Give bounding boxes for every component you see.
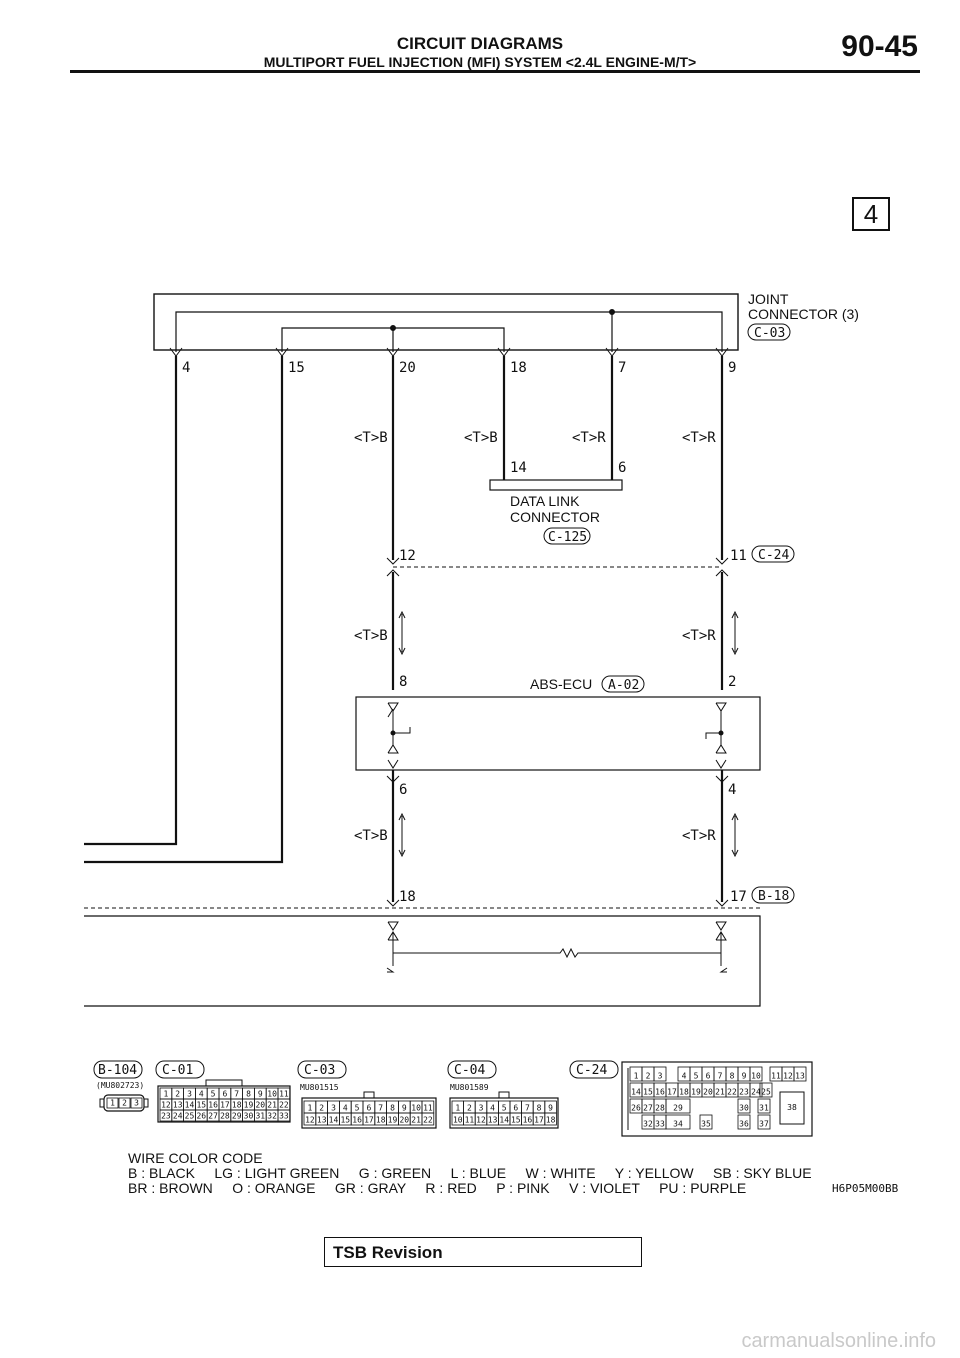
page-title: CIRCUIT DIAGRAMS — [396, 34, 564, 53]
c01-pin-label: 24 — [172, 1111, 183, 1121]
c24-pin-label: 12 — [783, 1071, 793, 1081]
dlc-pin-14: 14 — [510, 460, 527, 476]
abs-ecu-ref: A-02 — [608, 678, 640, 693]
c01-pin-label: 16 — [208, 1100, 218, 1110]
c01-pin-label: 27 — [208, 1111, 218, 1121]
c03-pin-label: 13 — [316, 1115, 327, 1125]
joint-pin-label: 7 — [618, 360, 627, 376]
lower-module-box — [84, 916, 760, 1006]
c24-pin-label: 37 — [759, 1119, 769, 1129]
abs-pin-6: 6 — [399, 782, 408, 798]
c01-pin-label: 11 — [279, 1089, 289, 1099]
c24-pin-label: 17 — [667, 1087, 677, 1097]
wire-color-mid-right: <T>R — [682, 628, 716, 644]
joint-connector-label-2: CONNECTOR (3) — [748, 306, 859, 322]
c01-pin-label: 7 — [234, 1089, 240, 1099]
c01-pin-label: 12 — [161, 1100, 171, 1110]
legend-line-2: BR : BROWN O : ORANGE GR : GRAY R : RED P : PINK V : VIOLET PU : PURPLE — [128, 1180, 747, 1196]
c03-pin-label: 1 — [307, 1103, 313, 1113]
c24-pin-label: 8 — [729, 1071, 735, 1081]
joint-bus-4-9 — [176, 312, 722, 352]
c03-pin-label: 17 — [364, 1115, 374, 1125]
c24-pin-label: 29 — [673, 1103, 683, 1113]
page-subtitle: MULTIPORT FUEL INJECTION (MFI) SYSTEM <2.4L ENGINE-M/T> — [263, 54, 697, 70]
c24-pin-label: 13 — [795, 1071, 805, 1081]
c03-pin-label: 5 — [354, 1103, 360, 1113]
c01-pin-label: 17 — [220, 1100, 230, 1110]
c01-pin-label: 22 — [279, 1100, 289, 1110]
c24-pin-label: 19 — [691, 1087, 701, 1097]
c03-pin-label: 14 — [328, 1115, 339, 1125]
c01-pin-label: 6 — [222, 1089, 228, 1099]
c04-pin-label: 11 — [464, 1115, 475, 1125]
b104-pin-label: 3 — [134, 1098, 139, 1108]
joint-pin-labels — [182, 360, 736, 376]
c24-pin-label: 35 — [701, 1119, 711, 1129]
c04-pin-label: 17 — [534, 1115, 544, 1125]
wire-color-legend — [128, 1151, 812, 1196]
c24-pin-label: 27 — [643, 1103, 653, 1113]
c24-pin-label: 4 — [681, 1071, 687, 1081]
view-ref-c01: C-01 — [162, 1063, 194, 1078]
drawing-code: H6P05M00BB — [832, 1182, 899, 1195]
c01-pin-label: 26 — [196, 1111, 207, 1121]
joint-pin-label: 4 — [182, 360, 191, 376]
c24-pin-label: 10 — [751, 1071, 761, 1081]
c01-pin-label: 4 — [198, 1089, 204, 1099]
c24-pin-label: 11 — [771, 1071, 781, 1081]
c04-pin-label: 3 — [478, 1103, 484, 1113]
wire-color-20: <T>B — [354, 430, 388, 446]
joint-pin-label: 20 — [399, 360, 416, 376]
wire-pin15 — [84, 356, 282, 862]
c03-pin-label: 2 — [319, 1103, 325, 1113]
c24-pin-label: 30 — [739, 1103, 749, 1113]
c24-pin-left: 12 — [399, 548, 416, 564]
c24-pin-label: 38 — [787, 1103, 797, 1112]
c01-pin-label: 1 — [163, 1089, 169, 1099]
c01-pin-label: 31 — [255, 1111, 266, 1121]
c03-pin-label: 11 — [423, 1103, 433, 1113]
c24-pin-label: 18 — [679, 1087, 689, 1097]
b18-pin-18: 18 — [399, 889, 416, 905]
c24-pin-label: 34 — [673, 1119, 683, 1129]
c04-pin-label: 9 — [548, 1103, 554, 1113]
c04-pin-label: 16 — [522, 1115, 533, 1125]
c04-pin-label: 7 — [524, 1103, 530, 1113]
c24-pin-label: 33 — [655, 1119, 665, 1129]
c24-pin-label: 2 — [645, 1071, 651, 1081]
c24-pin-label: 7 — [717, 1071, 723, 1081]
dlc-pin-6: 6 — [618, 460, 627, 476]
b18-pin-17: 17 — [730, 889, 747, 905]
c24-pin-label: 23 — [739, 1087, 749, 1097]
wire-color-9: <T>R — [682, 430, 716, 446]
c03-pin-label: 3 — [331, 1103, 336, 1113]
c03-pin-label: 9 — [401, 1103, 407, 1113]
c01-pin-label: 21 — [267, 1100, 277, 1110]
c24-pin-label: 21 — [715, 1087, 725, 1097]
page-badge: 4 — [852, 197, 890, 231]
watermark: carmanualsonline.info — [741, 1330, 936, 1352]
c04-pin-label: 18 — [545, 1115, 556, 1125]
tsb-revision-box: TSB Revision — [324, 1237, 642, 1267]
c01-pin-label: 8 — [246, 1089, 251, 1099]
c01-pin-label: 2 — [175, 1089, 181, 1099]
c24-pin-label: 25 — [761, 1087, 771, 1097]
c01-pin-label: 29 — [231, 1111, 242, 1121]
c03-pin-label: 4 — [342, 1103, 348, 1113]
c01-pin-label: 20 — [255, 1100, 266, 1110]
abs-ecu-label: ABS-ECU — [530, 676, 593, 692]
c03-pin-label: 22 — [423, 1115, 433, 1125]
c01-pin-label: 30 — [243, 1111, 254, 1121]
c01-pin-label: 13 — [172, 1100, 183, 1110]
c04-pin-label: 15 — [510, 1115, 521, 1125]
c04-pin-label: 12 — [476, 1115, 486, 1125]
c04-pin-label: 4 — [490, 1103, 496, 1113]
data-link-connector-box — [490, 480, 622, 490]
c03-pin-label: 12 — [305, 1115, 315, 1125]
c03-pin-label: 16 — [352, 1115, 362, 1125]
c01-pin-label: 9 — [257, 1089, 263, 1099]
wire-color-low-right: <T>R — [682, 828, 716, 844]
view-ref-c03: C-03 — [304, 1063, 336, 1078]
c24-pin-label: 24 — [751, 1087, 761, 1097]
joint-connector-ref: C-03 — [754, 326, 786, 341]
wire-color-7: <T>R — [572, 430, 606, 446]
view-ref-b104: B-104 — [98, 1063, 138, 1078]
part-number-b104: (MU802723) — [96, 1081, 145, 1090]
c24-ref: C-24 — [758, 548, 790, 563]
c01-pin-label: 15 — [196, 1100, 207, 1110]
view-ref-c04: C-04 — [454, 1063, 486, 1078]
abs-pin-2: 2 — [728, 674, 737, 690]
joint-pin-label: 15 — [288, 360, 305, 376]
c24-pin-label: 5 — [693, 1071, 699, 1081]
page-number: 90-45 — [841, 30, 918, 63]
c01-pin-label: 25 — [184, 1111, 195, 1121]
c24-pin-label: 15 — [643, 1087, 653, 1097]
c03-pin-label: 10 — [411, 1103, 421, 1113]
c04-pin-label: 8 — [536, 1103, 542, 1113]
c03-pin-label: 19 — [387, 1115, 398, 1125]
c01-pin-label: 28 — [220, 1111, 230, 1121]
c01-pin-label: 33 — [279, 1111, 289, 1121]
c04-pin-label: 10 — [452, 1115, 463, 1125]
c03-pin-label: 6 — [366, 1103, 372, 1113]
legend-line-1: B : BLACK LG : LIGHT GREEN G : GREEN L : BLUE W : WHITE Y : YELLOW SB : SKY BLUE — [128, 1165, 812, 1181]
joint-pin-label: 18 — [510, 360, 527, 376]
c04-pin-label: 2 — [466, 1103, 472, 1113]
c03-pin-label: 8 — [390, 1103, 395, 1113]
c01-pin-label: 5 — [210, 1089, 216, 1099]
c24-pin-label: 14 — [631, 1087, 641, 1097]
c24-pin-label: 32 — [643, 1119, 653, 1129]
c04-pin-label: 5 — [501, 1103, 507, 1113]
c01-pin-label: 19 — [243, 1100, 254, 1110]
wire-color-low-left: <T>B — [354, 828, 388, 844]
c01-pin-label: 32 — [267, 1111, 277, 1121]
c04-pin-label: 13 — [487, 1115, 498, 1125]
c24-pin-label: 28 — [655, 1103, 665, 1113]
c01-pin-label: 18 — [231, 1100, 242, 1110]
view-ref-c24: C-24 — [576, 1063, 608, 1078]
c24-pin-label: 1 — [633, 1071, 639, 1081]
b104-pin-label: 2 — [122, 1098, 127, 1108]
c03-pin-label: 21 — [411, 1115, 421, 1125]
wire-color-18: <T>B — [464, 430, 498, 446]
c24-pin-label: 26 — [631, 1103, 641, 1113]
lower-module-internal — [387, 922, 727, 972]
c04-pin-label: 6 — [513, 1103, 519, 1113]
legend-title: WIRE COLOR CODE — [128, 1150, 263, 1166]
c24-pin-label: 6 — [705, 1071, 711, 1081]
c03-pin-label: 18 — [375, 1115, 386, 1125]
abs-ecu-box — [356, 697, 760, 770]
c01-pin-label: 14 — [184, 1100, 195, 1110]
c01-pin-label: 23 — [161, 1111, 171, 1121]
wire-pin4 — [84, 356, 176, 844]
c01-pin-label: 10 — [267, 1089, 277, 1099]
c03-pin-label: 15 — [340, 1115, 351, 1125]
c03-pin-label: 20 — [399, 1115, 410, 1125]
dlc-ref: C-125 — [548, 530, 588, 545]
joint-pin-label: 9 — [728, 360, 737, 376]
c03-pin-label: 7 — [378, 1103, 384, 1113]
wire-color-mid-left: <T>B — [354, 628, 388, 644]
joint-connector-box — [154, 294, 738, 350]
abs-pin-4: 4 — [728, 782, 737, 798]
c24-pin-label: 9 — [741, 1071, 747, 1081]
joint-pin-chevrons — [170, 348, 728, 356]
c04-pin-label: 14 — [499, 1115, 510, 1125]
c24-pin-label: 22 — [727, 1087, 737, 1097]
c24-pin-right: 11 — [730, 548, 747, 564]
c24-pin-label: 16 — [655, 1087, 665, 1097]
b104-pin-label: 1 — [110, 1098, 115, 1108]
c04-pin-label: 1 — [455, 1103, 461, 1113]
c24-pin-label: 3 — [657, 1071, 663, 1081]
part-number-c03: MU801515 — [300, 1083, 339, 1092]
abs-pin-8: 8 — [399, 674, 408, 690]
dlc-label-2: CONNECTOR — [510, 509, 600, 525]
b18-ref: B-18 — [758, 889, 790, 904]
c24-pin-label: 31 — [759, 1103, 769, 1113]
c24-pin-label: 36 — [739, 1119, 749, 1129]
dlc-label-1: DATA LINK — [510, 493, 580, 509]
c24-pin-label: 20 — [703, 1087, 713, 1097]
joint-connector-label-1: JOINT — [748, 291, 789, 307]
abs-ecu-internal — [388, 703, 726, 768]
c01-pin-label: 3 — [187, 1089, 192, 1099]
part-number-c04: MU801589 — [450, 1083, 489, 1092]
